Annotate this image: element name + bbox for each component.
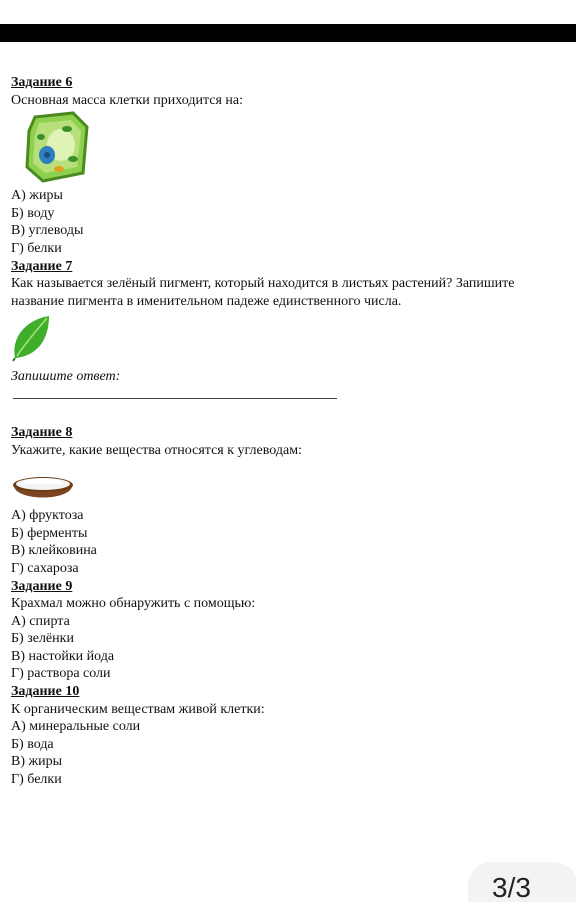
option: В) настойки йода bbox=[11, 648, 115, 664]
option: Г) сахароза bbox=[11, 560, 79, 576]
option: Г) белки bbox=[11, 240, 62, 256]
option: В) жиры bbox=[11, 754, 63, 770]
top-black-strip bbox=[0, 24, 576, 42]
task-question: Как называется зелёный пигмент, который находится в листьях растений? Запишите название пигмента в именительном падеже единственного числа. bbox=[11, 276, 515, 309]
option: Б) ферменты bbox=[11, 525, 88, 541]
task-question: К органическим веществам живой клетки: bbox=[11, 701, 265, 717]
task-10 bbox=[11, 683, 571, 789]
option: В) углеводы bbox=[11, 223, 84, 239]
task-question: Основная масса клетки приходится на: bbox=[11, 92, 243, 108]
task-heading: Задание 8 bbox=[11, 424, 73, 440]
option: Г) белки bbox=[11, 772, 62, 788]
document-page bbox=[11, 74, 571, 789]
page-indicator-label: 3/3 bbox=[492, 872, 531, 903]
option: А) минеральные соли bbox=[11, 719, 141, 735]
option: Б) вода bbox=[11, 736, 54, 752]
answer-label: Запишите ответ: bbox=[11, 369, 121, 385]
green-leaf-image bbox=[11, 314, 571, 362]
option: А) фруктоза bbox=[11, 508, 84, 524]
page-indicator bbox=[468, 862, 576, 902]
plant-cell-image bbox=[23, 111, 571, 183]
option: Б) воду bbox=[11, 205, 55, 221]
option: В) клейковина bbox=[11, 543, 97, 559]
task-question: Укажите, какие вещества относятся к углеводам: bbox=[11, 442, 302, 458]
task-7 bbox=[11, 258, 571, 399]
task-6 bbox=[11, 74, 571, 258]
task-heading: Задание 7 bbox=[11, 258, 73, 274]
option: А) жиры bbox=[11, 188, 63, 204]
task-heading: Задание 6 bbox=[11, 75, 73, 90]
option: А) спирта bbox=[11, 613, 70, 629]
task-heading: Задание 9 bbox=[11, 578, 73, 594]
task-heading: Задание 10 bbox=[11, 684, 80, 700]
task-9 bbox=[11, 578, 571, 684]
task-8 bbox=[11, 424, 571, 578]
task-question: Крахмал можно обнаружить с помощью: bbox=[11, 596, 256, 612]
bowl-of-powder-image bbox=[11, 475, 571, 505]
option: Г) раствора соли bbox=[11, 666, 111, 682]
option: Б) зелёнки bbox=[11, 631, 74, 647]
answer-line bbox=[13, 398, 337, 399]
top-bar bbox=[0, 0, 576, 42]
